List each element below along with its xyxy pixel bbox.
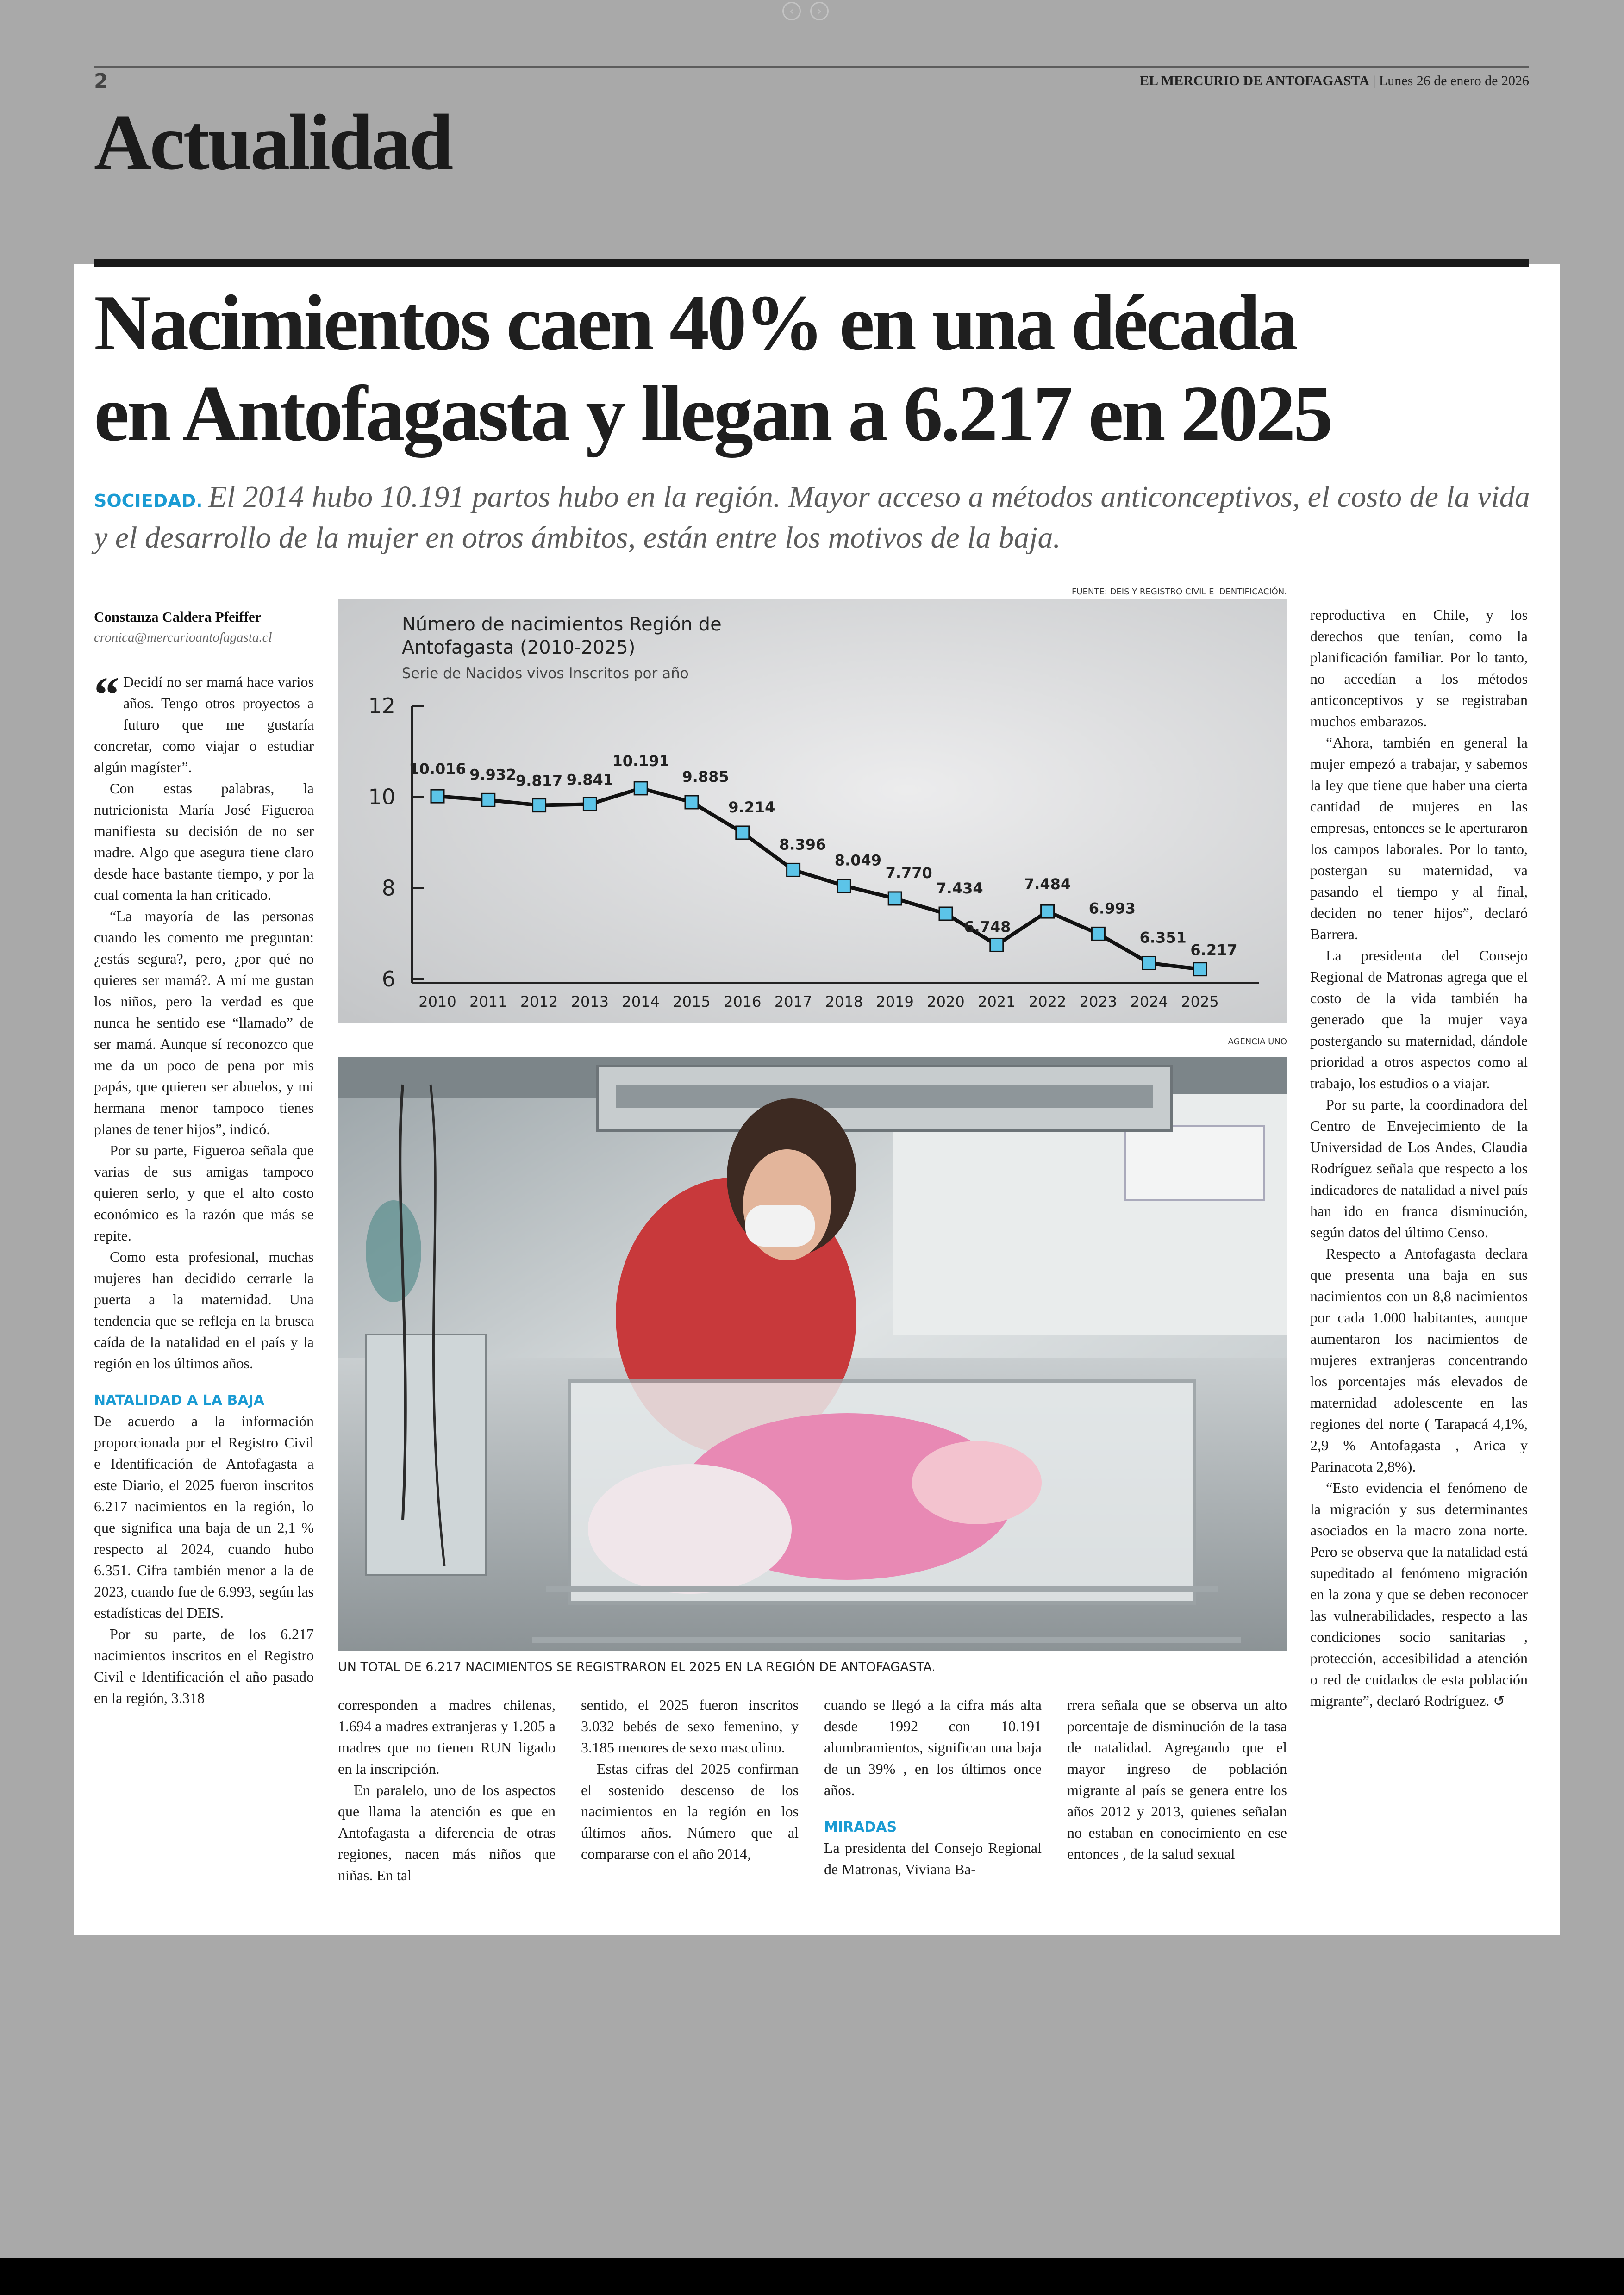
chart-x-tick-label: 2016 bbox=[724, 993, 762, 1010]
chart-data-label: 7.484 bbox=[1024, 875, 1071, 893]
chart-x-tick-label: 2023 bbox=[1079, 993, 1118, 1010]
chart-y-tick-label: 10 bbox=[368, 784, 395, 810]
author-name: Constanza Caldera Pfeiffer bbox=[94, 609, 262, 625]
column-3-paragraph-2: Estas cifras del 2025 confirman el sostenido descenso de los nacimientos en la región en los últimos años. Número que al compararse con el año 2014, bbox=[581, 1760, 799, 1862]
chart-data-label: 9.214 bbox=[728, 798, 775, 816]
column-1-paragraph-6: De acuerdo a la información proporcionada por el Registro Civil e Identificación de Antofagasta a este Diario, el 2025 fueron inscritos 6.217 nacimientos en la región, lo que significa una baja de un 2,1 % respecto al 2024, cuando hubo 6.351. Cifra también menor a la de 2023, cuando fue de 6.993, según las estadísticas del DEIS. bbox=[94, 1413, 314, 1621]
chart-y-tick-label: 8 bbox=[381, 875, 395, 901]
chart-data-point bbox=[990, 938, 1003, 951]
article-column-1 bbox=[94, 667, 314, 1709]
chart-title-line-2: Antofagasta (2010-2025) bbox=[402, 637, 636, 658]
column-1-paragraph-7: Por su parte, de los 6.217 nacimientos inscritos en el Registro Civil e Identificación el año pasado en la región, 3.318 bbox=[94, 1626, 314, 1706]
chart-data-point bbox=[482, 793, 495, 806]
chart-data-point bbox=[1041, 905, 1054, 918]
next-page-button[interactable]: › bbox=[810, 2, 829, 20]
column-6-paragraph-6: “Esto evidencia el fenómeno de la migración y sus determinantes asociados en la macro zona norte. Pero se observa que la natalidad está supeditado al fenómeno migración en la zona y que se deben reconocer las vulnerabilidades, respecto a las condiciones socio sanitarias , protección, accesibilidad a atención o red de cuidados de esta población migrante”, declaró Rodríguez. ↺ bbox=[1310, 1479, 1528, 1709]
chart-data-label: 10.016 bbox=[409, 760, 466, 778]
chart-data-point bbox=[583, 798, 596, 811]
column-4-paragraph-2: La presidenta del Consejo Regional de Matronas, Viviana Ba- bbox=[824, 1840, 1042, 1877]
births-chart bbox=[338, 599, 1287, 1023]
chart-data-point bbox=[787, 863, 800, 876]
column-6-paragraph-4: Por su parte, la coordinadora del Centro de Envejecimiento de la Universidad de Los Andes, Claudia Rodríguez señala que respecto a los indicadores de natalidad a nivel país han ido en franca disminución, según datos del último Censo. bbox=[1310, 1096, 1528, 1241]
article-column-5 bbox=[1067, 1694, 1287, 1865]
column-2-paragraph-2: En paralelo, uno de los aspectos que llama la atención es que en Antofagasta a diferencia de otras regiones, nacen más niños que niñas. En tal bbox=[338, 1782, 556, 1883]
kicker: SOCIEDAD. bbox=[94, 491, 203, 511]
chart-x-tick-label: 2019 bbox=[876, 993, 914, 1010]
column-6-paragraph-2: “Ahora, también en general la mujer empezó a trabajar, y sabemos la ley que tiene que haber una cierta cantidad de mujeres en las empresas, entonces se le aperturaron los campos laborales. Por lo tanto, postergan su maternidad, va pasando el tiempo y al final, deciden no tener hijos”, declaró Barrera. bbox=[1310, 734, 1528, 942]
column-1-paragraph-4: Por su parte, Figueroa señala que varias de sus amigas tampoco quieren serlo, y que el alto costo económico es la razón que más se repite. bbox=[94, 1142, 314, 1244]
opening-quote-mark: “ bbox=[94, 667, 119, 723]
chart-data-label: 6.217 bbox=[1190, 941, 1237, 959]
chart-y-tick-label: 6 bbox=[381, 967, 395, 992]
chart-data-label: 6.351 bbox=[1139, 929, 1187, 947]
chart-data-label: 6.748 bbox=[964, 918, 1011, 936]
headline-rule bbox=[94, 259, 1529, 267]
chart-x-tick-label: 2013 bbox=[571, 993, 609, 1010]
chart-data-point bbox=[1143, 956, 1156, 969]
column-2-paragraph-1: corresponden a madres chilenas, 1.694 a madres extranjeras y 1.205 a madres que no tienen RUN ligado en la inscripción. bbox=[338, 1696, 556, 1777]
column-1-paragraph-5: Como esta profesional, muchas mujeres han decidido cerrarle la puerta a la maternidad. Una tendencia que se refleja en la brusca caída de la natalidad en el país y la región en los últimos años. bbox=[94, 1248, 314, 1372]
subhead-natalidad: NATALIDAD A LA BAJA bbox=[94, 1392, 264, 1409]
chart-data-point bbox=[431, 790, 444, 803]
subhead-miradas: MIRADAS bbox=[824, 1819, 897, 1835]
newspaper-name: EL MERCURIO DE ANTOFAGASTA bbox=[1140, 73, 1369, 88]
headline-line-2: en Antofagasta y llegan a 6.217 en 2025 bbox=[94, 370, 1331, 458]
column-5-paragraph-1: rrera señala que se observa un alto porcentaje de disminución de la tasa de natalidad. Agregando que el mayor ingreso de población migrante al país se genera entre los años 2012 y 2013, quienes señalan no estaban en conocimiento en ese entonces , de la salud sexual bbox=[1067, 1696, 1287, 1862]
chart-data-label: 9.932 bbox=[469, 766, 517, 784]
chart-x-tick-label: 2010 bbox=[418, 993, 456, 1010]
chart-x-tick-label: 2025 bbox=[1181, 993, 1219, 1010]
chart-x-tick-label: 2017 bbox=[774, 993, 812, 1010]
nursery-photo bbox=[338, 1057, 1287, 1651]
photo-caption: UN TOTAL DE 6.217 NACIMIENTOS SE REGISTRARON EL 2025 EN LA REGIÓN DE ANTOFAGASTA. bbox=[338, 1660, 936, 1674]
chart-x-tick-label: 2012 bbox=[520, 993, 558, 1010]
column-6-paragraph-3: La presidenta del Consejo Regional de Matronas agrega que el costo de la vida también ha generado que la mujer vaya postergando su maternidad, dándole prioridad a otros aspectos como al trabajo, los estudios o a viajar. bbox=[1310, 947, 1528, 1091]
chart-x-tick-label: 2014 bbox=[622, 993, 660, 1010]
chart-data-point bbox=[1193, 963, 1206, 976]
chart-x-tick-label: 2018 bbox=[825, 993, 863, 1010]
headline bbox=[94, 278, 1552, 459]
masthead bbox=[1140, 73, 1529, 89]
headline-line-1: Nacimientos caen 40% en una década bbox=[94, 279, 1296, 367]
chart-x-tick-label: 2020 bbox=[927, 993, 965, 1010]
chart-data-label: 8.396 bbox=[779, 836, 826, 854]
deck bbox=[94, 477, 1538, 558]
chart-data-label: 10.191 bbox=[612, 752, 669, 770]
article-column-2 bbox=[338, 1694, 556, 1886]
section-title: Actualidad bbox=[94, 99, 452, 187]
chart-data-point bbox=[888, 892, 901, 905]
column-4-paragraph-1: cuando se llegó a la cifra más alta desde 1992 con 10.191 alumbramientos, significan una baja de un 39% , en los últimos once años. bbox=[824, 1696, 1042, 1798]
deck-text: El 2014 hubo 10.191 partos hubo en la región. Mayor acceso a métodos anticonceptivos, el costo de la vida y el desarrollo de la mujer en otros ámbitos, están entre los motivos de la baja. bbox=[94, 480, 1530, 555]
chart-data-label: 8.049 bbox=[834, 851, 882, 869]
column-6-paragraph-5: Respecto a Antofagasta declara que presenta una baja en sus nacimientos con un 8,8 nacimientos por cada 1.000 habitantes, aunque aumentaron los nacimientos de mujeres extranjeras concentrando los porcentajes más elevados de maternidad adolescente en las regiones del norte ( Tarapacá 4,1%, 2,9 % Antofagasta , Arica y Parinacota 2,8%). bbox=[1310, 1245, 1528, 1475]
issue-date: | Lunes 26 de enero de 2026 bbox=[1373, 73, 1529, 88]
column-1-paragraph-3: “La mayoría de las personas cuando les comento me preguntan: ¿estás segura?, pero, ¿por qué no quieres ser mamá?. A mí me gustan los niños, pero la verdad es que nunca he sentido ese “llamado” de ser mamá. Aunque sí reconozco que me da un poco de pena por mis papás, que quieren ser abuelos, y mi hermana menor tampoco tienes planes de tener hijos”, indicó. bbox=[94, 908, 314, 1137]
chart-data-label: 7.770 bbox=[885, 864, 932, 882]
author-email[interactable]: cronica@mercurioantofagasta.cl bbox=[94, 630, 272, 645]
chart-data-point bbox=[736, 826, 749, 839]
viewer-bottom-bar bbox=[0, 2258, 1624, 2295]
article-column-6 bbox=[1310, 604, 1528, 1711]
chart-title-line-1: Número de nacimientos Región de bbox=[402, 614, 722, 635]
chart-data-label: 7.434 bbox=[936, 879, 983, 897]
chart-data-label: 9.817 bbox=[515, 772, 563, 790]
page-number: 2 bbox=[94, 69, 108, 93]
chart-subtitle: Serie de Nacidos vivos Inscritos por año bbox=[402, 665, 689, 682]
page-nav bbox=[782, 2, 847, 20]
chart-data-label: 9.885 bbox=[682, 767, 729, 786]
chart-data-point bbox=[1092, 927, 1105, 940]
chart-x-tick-label: 2022 bbox=[1028, 993, 1067, 1010]
chart-data-point bbox=[837, 879, 850, 892]
header-rule bbox=[94, 66, 1529, 68]
prev-page-button[interactable]: ‹ bbox=[782, 2, 801, 20]
births-chart-svg bbox=[338, 599, 1287, 1023]
chart-data-point bbox=[634, 782, 647, 795]
chart-data-point bbox=[533, 799, 546, 812]
photo-credit: AGENCIA UNO bbox=[1228, 1037, 1287, 1047]
column-3-paragraph-1: sentido, el 2025 fueron inscritos 3.032 bebés de sexo femenino, y 3.185 menores de sexo masculino. bbox=[581, 1696, 799, 1756]
article-column-3 bbox=[581, 1694, 799, 1865]
chart-x-tick-label: 2024 bbox=[1130, 993, 1168, 1010]
end-mark-icon: ↺ bbox=[1493, 1693, 1505, 1709]
chart-source: FUENTE: DEIS Y REGISTRO CIVIL E IDENTIFICACIÓN. bbox=[1072, 587, 1287, 597]
column-1-paragraph-1: “ Decidí no ser mamá hace varios años. Tengo otros proyectos a futuro que me gustaría concretar, como viajar o estudiar algún magíster”. bbox=[94, 667, 314, 775]
chart-x-tick-label: 2011 bbox=[469, 993, 507, 1010]
article-column-4 bbox=[824, 1694, 1042, 1880]
chart-y-tick-label: 12 bbox=[368, 693, 395, 718]
column-6-paragraph-1: reproductiva en Chile, y los derechos que tenían, como la planificación familiar. Por lo tanto, no accedían a los métodos anticonceptivos y se registraban muchos embarazos. bbox=[1310, 606, 1528, 730]
chart-x-tick-label: 2015 bbox=[673, 993, 711, 1010]
chart-x-tick-label: 2021 bbox=[978, 993, 1016, 1010]
nursery-photo-svg bbox=[338, 1057, 1287, 1651]
chart-data-label: 9.841 bbox=[566, 771, 614, 789]
chart-data-point bbox=[685, 796, 698, 809]
chart-data-point bbox=[939, 907, 952, 920]
byline bbox=[94, 609, 325, 645]
column-1-paragraph-2: Con estas palabras, la nutricionista María José Figueroa manifiesta su decisión de no ser madre. Algo que asegura tiene claro desde hace bastante tiempo, y por la cual comenta la han criticado. bbox=[94, 780, 314, 903]
chart-data-label: 6.993 bbox=[1088, 899, 1136, 917]
